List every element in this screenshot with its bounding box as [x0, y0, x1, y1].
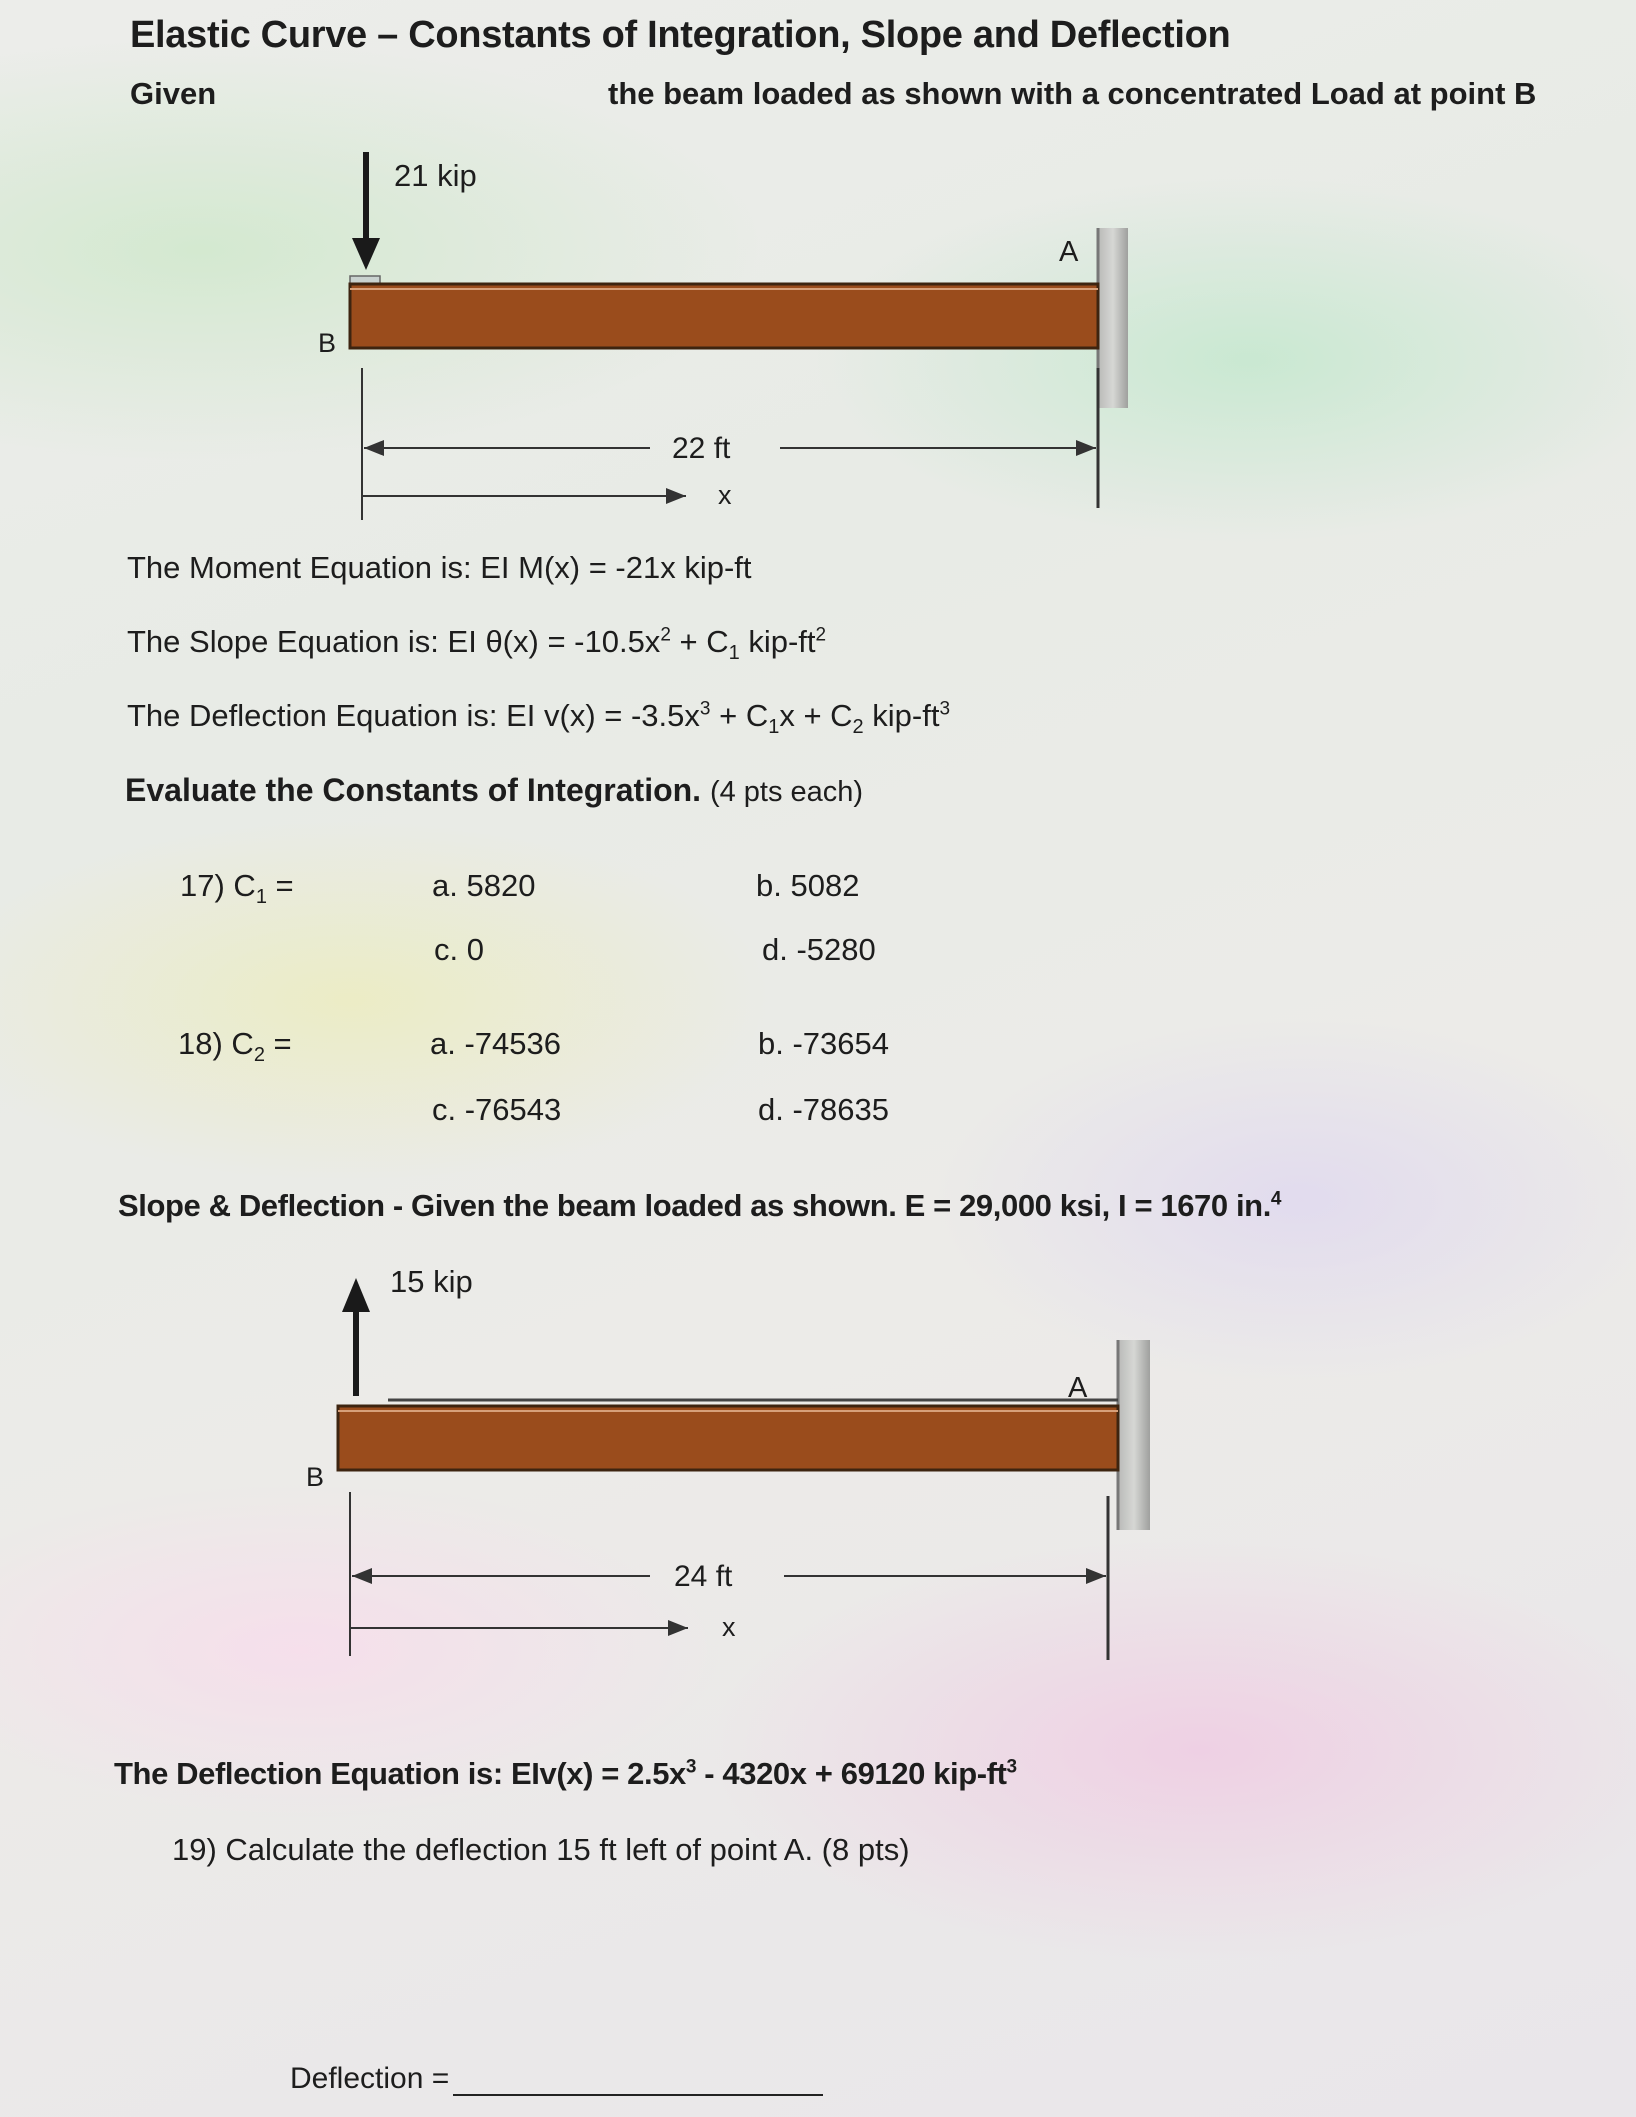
- beam2-x-label: x: [722, 1612, 736, 1642]
- q19-answer-field[interactable]: [290, 2062, 823, 2096]
- q18-option-b[interactable]: b. -73654: [758, 1026, 889, 1061]
- beam1-diagram: [350, 152, 1128, 520]
- beam1-point-b-label: B: [318, 328, 337, 358]
- q17-option-c[interactable]: c. 0: [434, 932, 484, 967]
- beam2-point-a-label: A: [1068, 1372, 1088, 1404]
- moment-equation: The Moment Equation is: EI M(x) = -21x kip-ft: [127, 550, 752, 585]
- q17-option-d[interactable]: d. -5280: [762, 932, 876, 967]
- q19-question: 19) Calculate the deflection 15 ft left of point A. (8 pts): [172, 1832, 910, 1867]
- q18-label: 18) $C_2$ =: [178, 1026, 292, 1067]
- deflection-equation: The Deflection Equation is: EI $v(x) = -3.5x^3 + C_1x + C_2$ kip-$ft^3$: [127, 698, 951, 739]
- beam1-load-label: 21 kip: [394, 158, 477, 193]
- beam1-beam: [350, 284, 1098, 348]
- given-label: Given: [130, 76, 217, 111]
- beam2-length-label: 24 ft: [674, 1560, 733, 1593]
- beam1-load-arrowhead: [352, 238, 380, 270]
- beam2-point-b-label: B: [306, 1462, 325, 1492]
- beam1-fixed-support: [1098, 228, 1128, 408]
- q18-option-c[interactable]: c. -76543: [432, 1092, 562, 1127]
- q17-label: 17) $C_1$ =: [180, 868, 294, 909]
- page-title: Elastic Curve – Constants of Integration, Slope and Deflection: [130, 14, 1231, 56]
- q19-answer-blank[interactable]: [453, 2064, 823, 2096]
- beam1-x-label: x: [718, 480, 732, 510]
- q17-option-a[interactable]: a. 5820: [432, 868, 536, 903]
- beam2-diagram: [338, 1278, 1150, 1660]
- q17-option-b[interactable]: b. 5082: [756, 868, 860, 903]
- beam2-fixed-support: [1118, 1340, 1150, 1530]
- q19-answer-label: Deflection =: [290, 2062, 450, 2095]
- q19-deflection-equation: The Deflection Equation is: $EIv(x) = 2.5x^3 - 4320x + 69120$ kip-$ft^3$: [114, 1756, 1017, 1791]
- beam1-length-label: 22 ft: [672, 432, 731, 465]
- beam1-point-a-label: A: [1059, 236, 1079, 268]
- given-description: the beam loaded as shown with a concentrated Load at point B: [608, 76, 1537, 111]
- q18-option-d[interactable]: d. -78635: [758, 1092, 889, 1127]
- beam2-beam: [338, 1406, 1118, 1470]
- q18-option-a[interactable]: a. -74536: [430, 1026, 561, 1061]
- beam2-load-arrowhead: [342, 1278, 370, 1312]
- instructions-heading: Evaluate the Constants of Integration. (4 pts each): [125, 772, 864, 808]
- beam2-load-label: 15 kip: [390, 1264, 473, 1299]
- section2-heading: Slope & Deflection - Given the beam loaded as shown. E = 29,000 ksi, I = 1670 in.$^4$: [118, 1188, 1282, 1223]
- slope-equation: The Slope Equation is: EI $\theta(x) = -10.5x^2 + C_1$ kip-$ft^2$: [127, 624, 827, 665]
